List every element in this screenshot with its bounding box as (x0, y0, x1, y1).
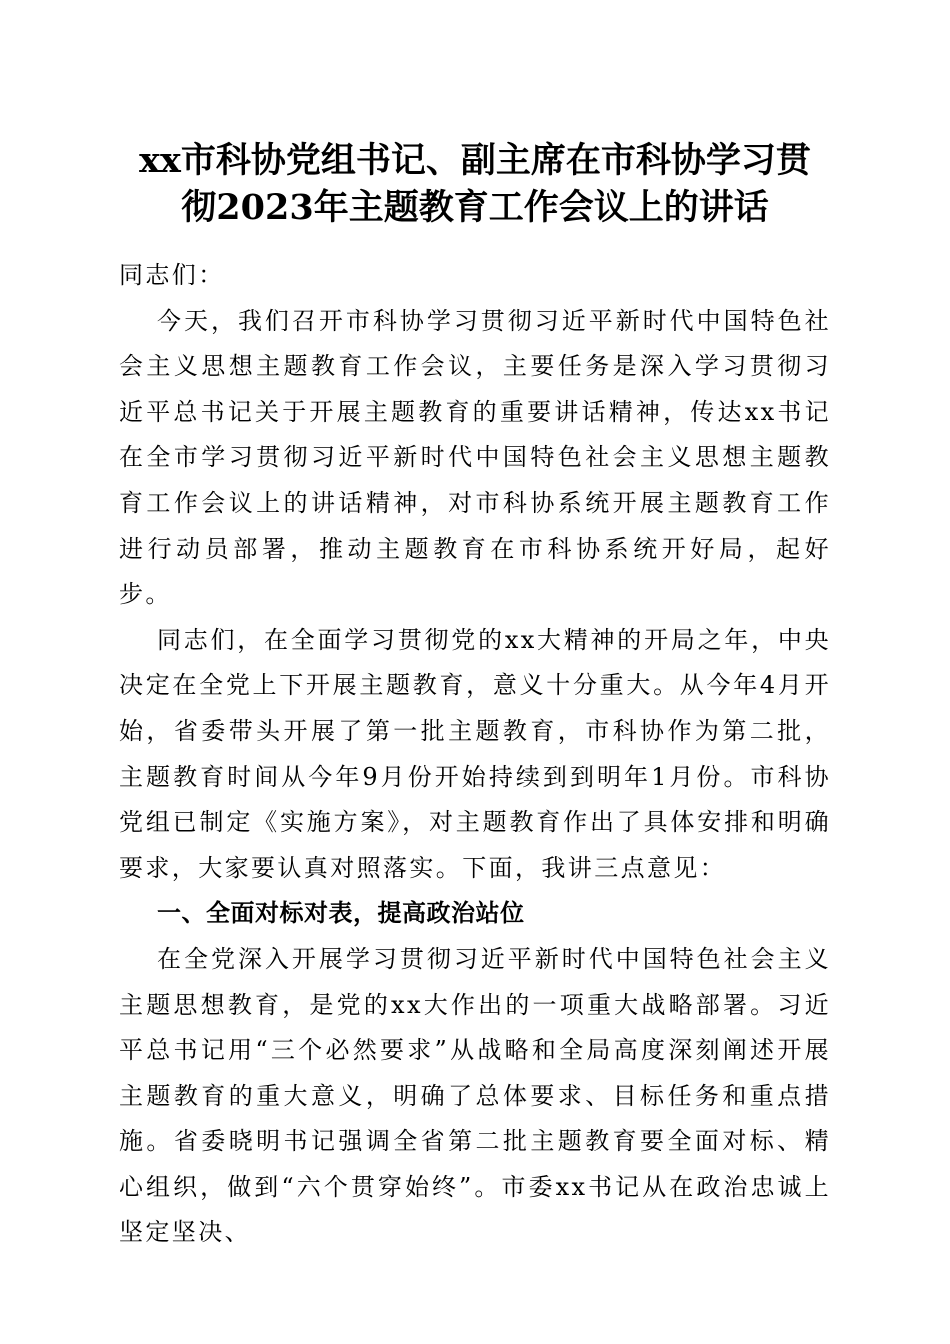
greeting: 同志们： (119, 261, 225, 289)
paragraph-2: 同志们，在全面学习贯彻党的xx大精神的开局之年，中央决定在全党上下开展主题教育，意义十分重大。从今年4月开始，省委带头开展了第一批主题教育，市科协作为第二批，主题教育时间从今年9月份开始持续到到明年1月份。市科协党组已制定《实施方案》，对主题教育作出了具体安排和明确要求，大家要认真对照落实。下面，我讲三点意见： (119, 625, 831, 882)
title-line-1: xx市科协党组书记、副主席在市科协学习贯 (139, 140, 811, 181)
section-1-heading: 一、全面对标对表，提高政治站位 (157, 899, 525, 928)
document-body (119, 253, 831, 1256)
document-title (100, 137, 850, 231)
paragraph-1: 今天，我们召开市科协学习贯彻习近平新时代中国特色社会主义思想主题教育工作会议，主要任务是深入学习贯彻习近平总书记关于开展主题教育的重要讲话精神，传达xx书记在全市学习贯彻习近平新时代中国特色社会主义思想主题教育工作会议上的讲话精神，对市科协系统开展主题教育工作进行动员部署，推动主题教育在市科协系统开好局，起好步。 (119, 306, 831, 609)
title-line-2: 彻2023年主题教育工作会议上的讲话 (181, 187, 769, 228)
section-1-paragraph: 在全党深入开展学习贯彻习近平新时代中国特色社会主义主题思想教育，是党的xx大作出的一项重大战略部署。习近平总书记用“三个必然要求”从战略和全局高度深刻阐述开展主题教育的重大意义，明确了总体要求、目标任务和重点措施。省委晓明书记强调全省第二批主题教育要全面对标、精心组织，做到“六个贯穿始终”。市委xx书记从在政治忠诚上坚定坚决、 (119, 944, 831, 1247)
